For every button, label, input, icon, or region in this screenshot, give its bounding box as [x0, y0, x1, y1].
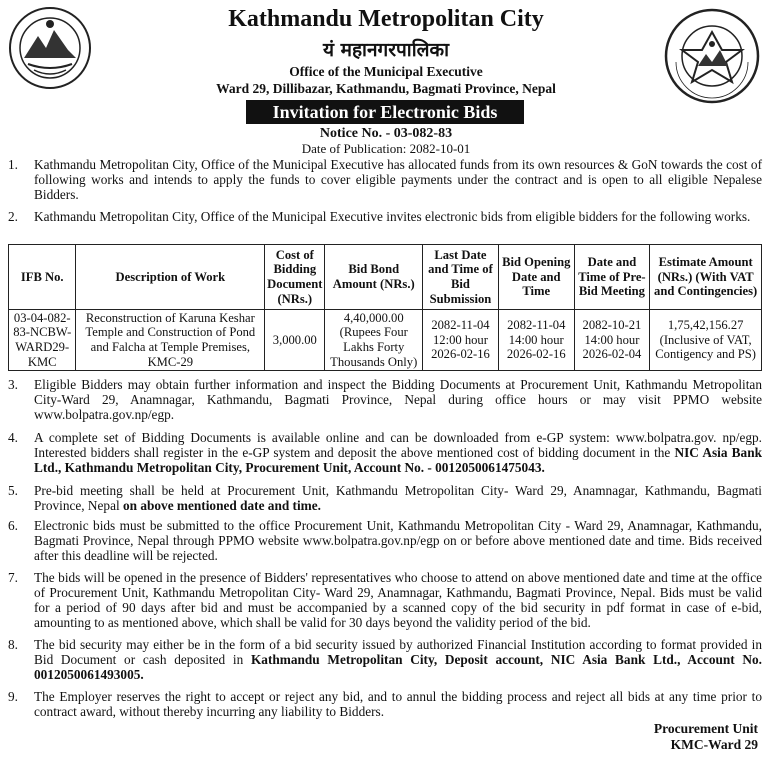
paragraph-text: The Employer reserves the right to accept or reject any bid, and to annul the bidding process and reject all bids at any time prior to contract award, without thereby incurring any liability to Bidders. — [34, 689, 762, 719]
city-title: Kathmandu Metropolitan City — [228, 6, 544, 32]
paragraph-text: A complete set of Bidding Documents is available online and can be downloaded from e-GP system: www.bolpatra.gov. np/egp. Interested bidders shall register in the e-GP system and deposit the above mentioned cost of bidding document in the — [34, 430, 762, 460]
table-header-row — [9, 245, 762, 310]
paragraph-number: 3. — [8, 377, 18, 392]
paragraph-number: 4. — [8, 430, 18, 445]
paragraph-1 — [8, 157, 762, 202]
office-address: Ward 29, Dillibazar, Kathmandu, Bagmati Province, Nepal — [216, 81, 556, 96]
paragraph-text: Kathmandu Metropolitan City, Office of the Municipal Executive invites electronic bids from eligible bidders for the following works. — [34, 209, 751, 224]
paragraph-number: 2. — [8, 209, 18, 224]
notice-number: Notice No. - 03-082-83 — [319, 126, 453, 141]
paragraph-text: Kathmandu Metropolitan City, Office of the Municipal Executive has allocated funds from its own resources & GoN towards the cost of following works and intends to apply the funds to cover eligible payments under the contract and is open to all eligible Nepalese Bidders. — [34, 157, 762, 202]
publication-date: Date of Publication: 2082-10-01 — [301, 141, 471, 156]
banner-title: Invitation for Electronic Bids — [246, 100, 524, 124]
paragraph-text: Electronic bids must be submitted to the office Procurement Unit, Kathmandu Metropolitan City - Ward 29, Anamnagar, Kathmandu, Bagmati Province, Nepal through PPMO website www.bolpatra.gov.np/egp on or before above mentioned date and time. Bids received after this deadline will be rejected. — [34, 518, 762, 563]
header-last-date: Last Date and Time of Bid Submission — [423, 245, 499, 310]
header-bid-bond: Bid Bond Amount (NRs.) — [325, 245, 423, 310]
paragraph-5 — [8, 483, 762, 513]
paragraph-8 — [8, 637, 762, 682]
cell-bid-bond: 4,40,000.00 (Rupees Four Lakhs Forty Thousands Only) — [325, 310, 423, 371]
signature-ward: KMC-Ward 29 — [670, 737, 758, 752]
kmc-seal-icon — [664, 8, 760, 104]
paragraph-number: 1. — [8, 157, 18, 172]
cell-estimate: 1,75,42,156.27 (Inclusive of VAT, Contigency and PS) — [650, 310, 762, 371]
header-opening-date: Bid Opening Date and Time — [498, 245, 574, 310]
paragraph-9 — [8, 689, 762, 719]
cell-ifb-no: 03-04-082-83-NCBW-WARD29-KMC — [9, 310, 76, 371]
paragraph-number: 5. — [8, 483, 18, 498]
paragraph-text: The bids will be opened in the presence of Bidders' representatives who choose to attend on above mentioned date and time at the office of Procurement Unit, Kathmandu Metropolitan City- Ward 29, Anamnagar, Kathmandu, Bagmati Province, Nepal. Bids must be valid for a period of 90 days after bid and must be accompanied by a scanned copy of the bid security in pdf format in case of e-bid, amounting to as mentioned above, which shall be valid for 30 days beyond the validity period of the bid. — [34, 570, 762, 630]
paragraph-4 — [8, 430, 762, 475]
cell-opening-date: 2082-11-04 14:00 hour 2026-02-16 — [498, 310, 574, 371]
paragraph-6 — [8, 518, 762, 563]
paragraph-number: 8. — [8, 637, 18, 652]
header-description: Description of Work — [76, 245, 265, 310]
paragraph-text: The bid security may either be in the form of a bid security issued by authorized Financial Institution according to format provided in Bid Document or cash deposited in — [34, 637, 762, 667]
paragraph-text: Eligible Bidders may obtain further information and inspect the Bidding Documents at Procurement Unit, Kathmandu Metropolitan City-Ward 29, Anamnagar, Kathmandu, Bagmati Province, Nepal during office hours or may visit PPMO website www.bolpatra.gov.np/egp. — [34, 377, 762, 422]
signature-unit: Procurement Unit — [653, 721, 758, 736]
cell-description: Reconstruction of Karuna Keshar Temple and Construction of Pond and Falcha at Temple Premises, KMC-29 — [76, 310, 265, 371]
paragraph-number: 9. — [8, 689, 18, 704]
paragraph-bold-text: NIC Asia Bank Ltd., Kathmandu Metropolitan City, Procurement Unit, Account No. - 0012050061475043. — [34, 445, 762, 475]
paragraph-bold-text: on above mentioned date and time. — [123, 498, 321, 513]
paragraph-number: 6. — [8, 518, 18, 533]
header-ifb-no: IFB No. — [9, 245, 76, 310]
paragraph-bold-text: Kathmandu Metropolitan City, Deposit account, NIC Asia Bank Ltd., Account No. 0012050061493005. — [34, 652, 762, 682]
paragraph-3 — [8, 377, 762, 422]
header-cost: Cost of Bidding Document (NRs.) — [265, 245, 325, 310]
office-name: Office of the Municipal Executive — [289, 64, 483, 79]
city-title-nepali: यं महानगरपालिका — [322, 39, 450, 61]
cell-last-date: 2082-11-04 12:00 hour 2026-02-16 — [423, 310, 499, 371]
bids-table — [8, 244, 762, 371]
header-prebid-date: Date and Time of Pre-Bid Meeting — [574, 245, 650, 310]
header-estimate: Estimate Amount (NRs.) (With VAT and Contingencies) — [650, 245, 762, 310]
paragraph-text: Pre-bid meeting shall be held at Procurement Unit, Kathmandu Metropolitan City- Ward 29, Anamnagar, Kathmandu, Bagmati Province, Nepal — [34, 483, 762, 513]
cell-cost: 3,000.00 — [265, 310, 325, 371]
paragraph-7 — [8, 570, 762, 630]
table-row — [9, 310, 762, 371]
cell-prebid-date: 2082-10-21 14:00 hour 2026-02-04 — [574, 310, 650, 371]
notice-header — [0, 0, 772, 120]
paragraph-2 — [8, 209, 762, 224]
paragraph-number: 7. — [8, 570, 18, 585]
